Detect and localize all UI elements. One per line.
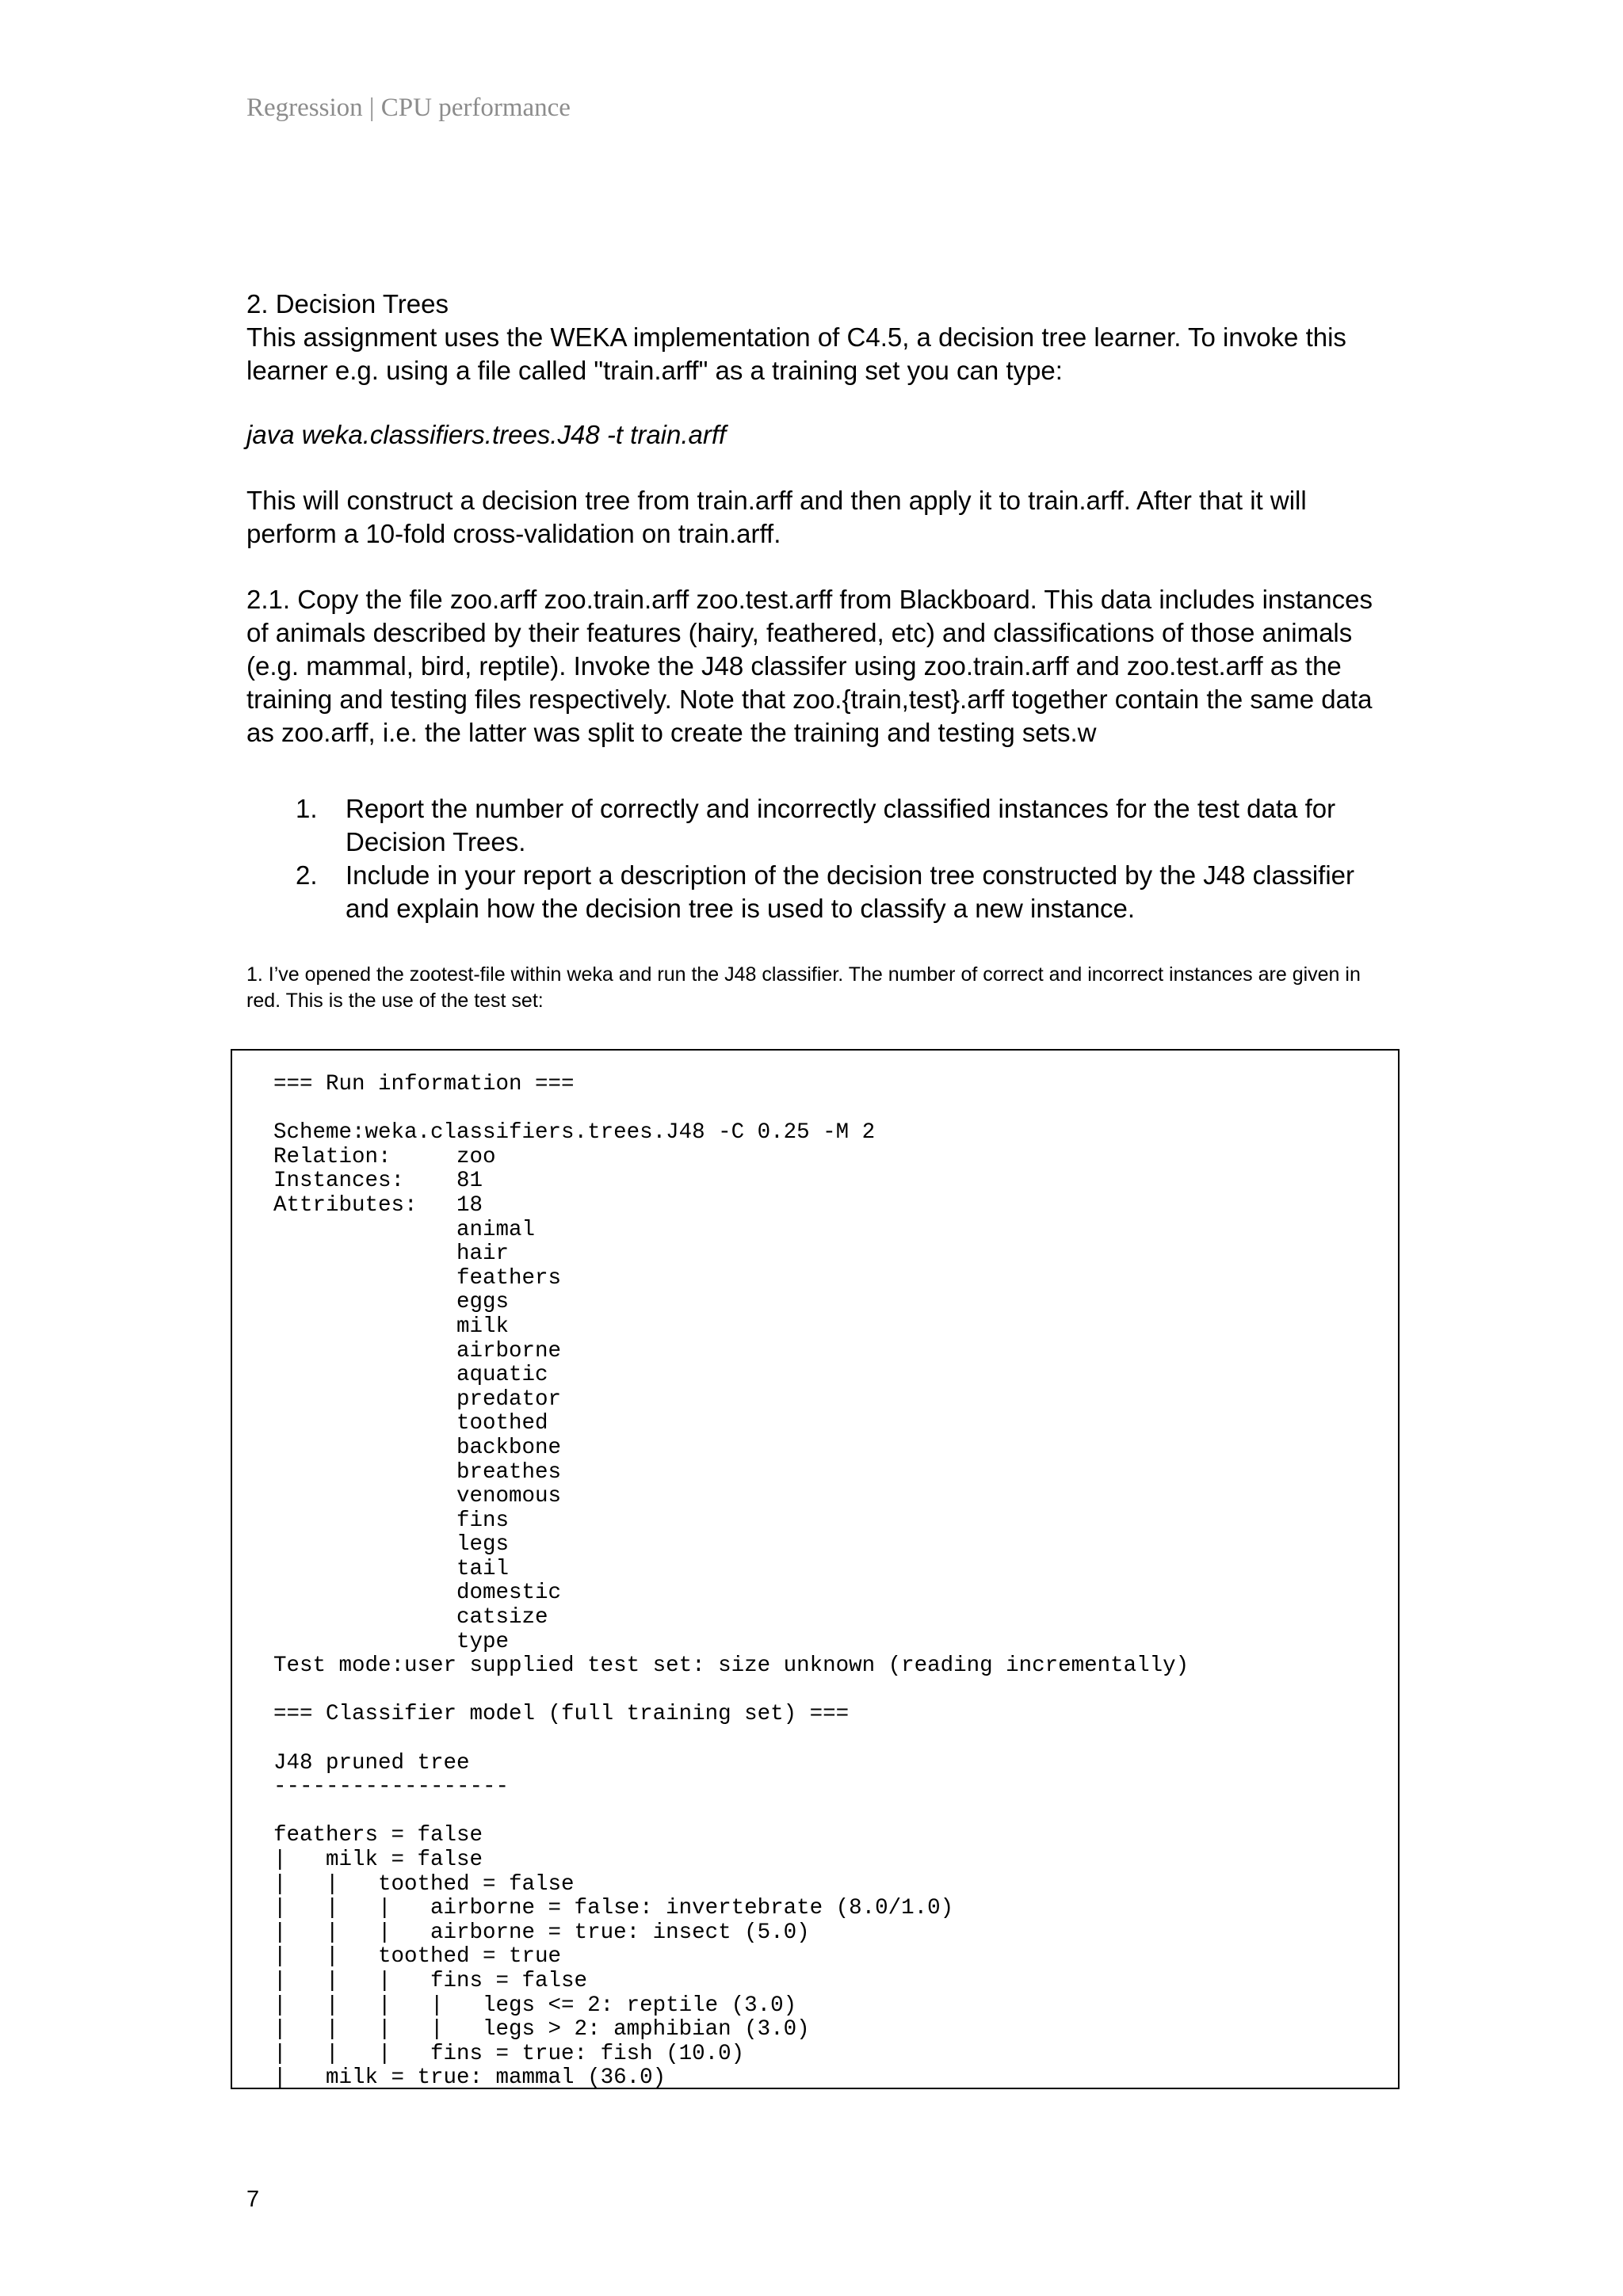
section-title: 2. Decision Trees — [246, 289, 449, 318]
page-number: 7 — [246, 2187, 260, 2212]
task-list — [246, 792, 1396, 925]
task-item — [246, 792, 1396, 859]
task-text: Include in your report a description of the decision tree constructed by the J48 classifier and explain how the decision tree is used to classify a new instance. — [346, 860, 1355, 923]
weka-output-text: === Run information === Scheme:weka.classifiers.trees.J48 -C 0.25 -M 2 Relation: zoo Instances: 81 Attributes: 18 animal hair feathers eggs milk airborne aquatic predator toothed backbone breathes venomous fins legs tail domestic catsize type Test mode:user supplied test set: size unknown (reading incrementally) === Classifier model (full training set) === J48 pruned tree ------------------ feathers = false | milk = false | | toothed = false | | | airborne = false: invertebrate (8.0/1.0) | | | airborne = true: insect (5.0) | | toothed = true | | | fins = false | | | | legs <= 2: reptile (3.0) | | | | legs > 2: amphibian (3.0) | | | fins = true: fish (10.0) | milk = true: mammal (36.0) — [273, 1072, 1190, 2089]
weka-output-box — [231, 1049, 1400, 2089]
command-example: java weka.classifiers.trees.J48 -t train.arff — [246, 420, 727, 449]
intro-paragraph: This assignment uses the WEKA implementation of C4.5, a decision tree learner. To invoke this learner e.g. using a file called "train.arff" as a training set you can type: — [246, 322, 1346, 385]
task-number: 1. — [296, 794, 318, 823]
task-text: Report the number of correctly and incorrectly classified instances for the test data for Decision Trees. — [346, 794, 1336, 856]
answer-paragraph: 1. I’ve opened the zootest-file within weka and run the J48 classifier. The number of correct and incorrect instances are given in red. This is the use of the test set: — [246, 963, 1361, 1012]
task-item — [246, 859, 1396, 925]
task-paragraph: 2.1. Copy the file zoo.arff zoo.train.arff zoo.test.arff from Blackboard. This data includes instances of animals described by their features (hairy, feathered, etc) and classifications of those animals (e.g. mammal, bird, reptile). Invoke the J48 classifer using zoo.train.arff and zoo.test.arff as the training and testing files respectively. Note that zoo.{train,test}.arff together contain the same data as zoo.arff, i.e. the latter was split to create the training and testing sets.w — [246, 585, 1373, 747]
task-number: 2. — [296, 860, 318, 890]
running-header: Regression | CPU performance — [246, 93, 571, 122]
construct-paragraph: This will construct a decision tree from train.arff and then apply it to train.arff. After that it will perform a 10-fold cross-validation on train.arff. — [246, 486, 1307, 548]
